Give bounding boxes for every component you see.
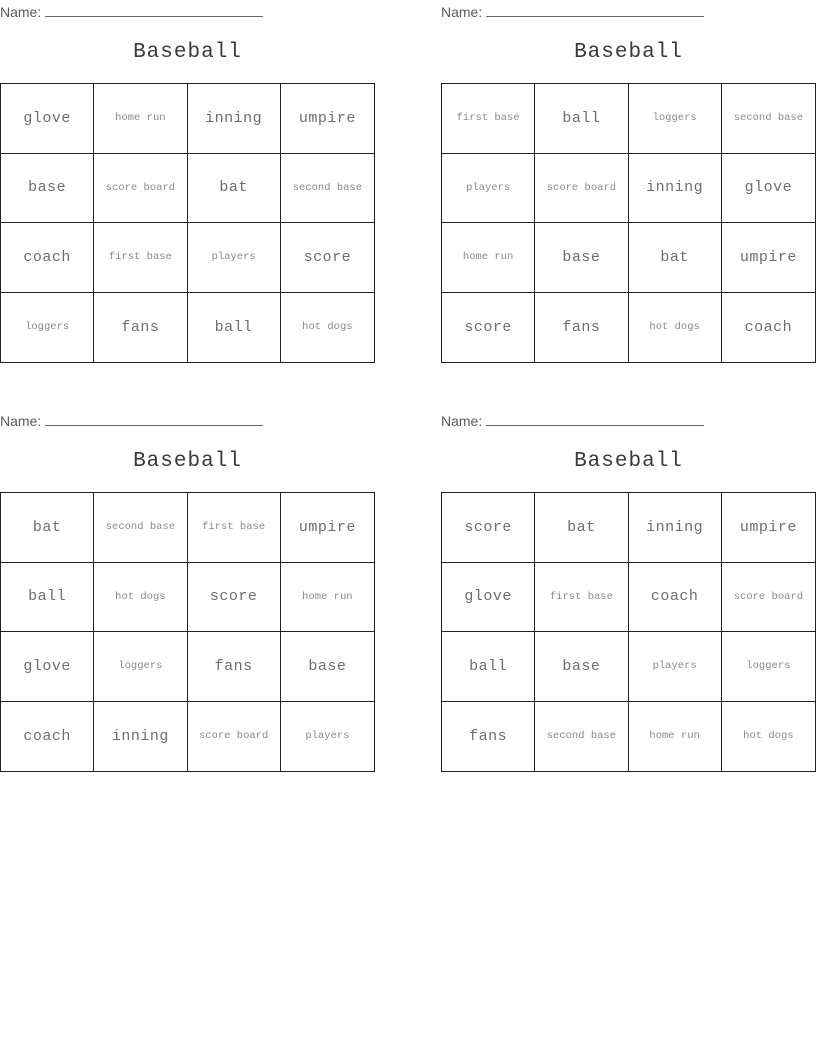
- bingo-cell: home run: [281, 563, 374, 633]
- card-title: Baseball: [133, 450, 242, 473]
- bingo-cell: inning: [629, 154, 722, 224]
- bingo-cell: home run: [94, 84, 187, 154]
- bingo-cell: inning: [629, 493, 722, 563]
- bingo-cell: coach: [629, 563, 722, 633]
- bingo-cell: hot dogs: [302, 321, 353, 334]
- bingo-cell: coach: [744, 318, 793, 336]
- bingo-cell: first base: [188, 493, 281, 563]
- bingo-cell: ball: [442, 632, 535, 702]
- bingo-cell: umpire: [722, 223, 815, 293]
- bingo-cell: ball: [535, 84, 628, 154]
- bingo-cell: fans: [94, 293, 187, 363]
- bingo-grid: [441, 492, 816, 772]
- bingo-cell: players: [629, 632, 722, 702]
- name-blank-line[interactable]: [45, 3, 263, 17]
- bingo-cell: base: [1, 154, 94, 224]
- bingo-grid: [0, 83, 375, 363]
- bingo-cell: fans: [535, 293, 628, 363]
- bingo-cell: score board: [535, 154, 628, 224]
- bingo-cell: second base: [94, 493, 187, 563]
- bingo-cell: first base: [442, 84, 535, 154]
- bingo-cell: umpire: [281, 493, 374, 563]
- bingo-cell: loggers: [94, 632, 187, 702]
- bingo-cell: home run: [629, 702, 722, 772]
- name-blank-line[interactable]: [45, 412, 263, 426]
- bingo-cell: hot dogs: [629, 293, 722, 363]
- card-title: Baseball: [574, 41, 683, 64]
- bingo-grid: [0, 492, 375, 772]
- bingo-cell: score: [442, 493, 535, 563]
- bingo-cell: second base: [722, 84, 815, 154]
- bingo-cell: players: [442, 154, 535, 224]
- bingo-cell: loggers: [629, 84, 722, 154]
- bingo-cell: first base: [535, 563, 628, 633]
- bingo-cell: hot dogs: [743, 730, 794, 743]
- bingo-cell: players: [188, 223, 281, 293]
- bingo-cell: inning: [188, 84, 281, 154]
- bingo-cell: loggers: [722, 632, 815, 702]
- name-label: Name:: [0, 4, 42, 20]
- bingo-cell: score: [281, 223, 374, 293]
- bingo-cell: bat: [1, 493, 94, 563]
- name-label: Name:: [441, 4, 483, 20]
- bingo-card: [0, 409, 375, 784]
- bingo-cell: bat: [188, 154, 281, 224]
- name-label: Name:: [0, 413, 42, 429]
- bingo-cell: score: [188, 563, 281, 633]
- bingo-cell: glove: [1, 632, 94, 702]
- bingo-cell: glove: [722, 154, 815, 224]
- bingo-cell: glove: [442, 563, 535, 633]
- bingo-cell: bat: [629, 223, 722, 293]
- bingo-cell: base: [535, 632, 628, 702]
- card-title: Baseball: [574, 450, 683, 473]
- bingo-cell: score board: [188, 702, 281, 772]
- bingo-cell: second base: [535, 702, 628, 772]
- bingo-cell: ball: [188, 293, 281, 363]
- bingo-cell: coach: [1, 223, 94, 293]
- bingo-cell: score board: [94, 154, 187, 224]
- bingo-card: [441, 409, 816, 784]
- name-blank-line[interactable]: [486, 3, 704, 17]
- name-field[interactable]: [441, 3, 704, 19]
- bingo-cell: umpire: [281, 84, 374, 154]
- name-label: Name:: [441, 413, 483, 429]
- bingo-cell: second base: [281, 154, 374, 224]
- bingo-cell: bat: [535, 493, 628, 563]
- bingo-card: [0, 0, 375, 375]
- bingo-cell: fans: [188, 632, 281, 702]
- bingo-cell: inning: [94, 702, 187, 772]
- name-blank-line[interactable]: [486, 412, 704, 426]
- bingo-cell: glove: [1, 84, 94, 154]
- bingo-cell: coach: [1, 702, 94, 772]
- bingo-cell: base: [535, 223, 628, 293]
- bingo-grid: [441, 83, 816, 363]
- bingo-cell: first base: [94, 223, 187, 293]
- bingo-cell: umpire: [722, 493, 815, 563]
- name-field[interactable]: [441, 412, 704, 428]
- card-title: Baseball: [133, 41, 242, 64]
- bingo-cell: score: [442, 293, 535, 363]
- bingo-cell: fans: [442, 702, 535, 772]
- bingo-cell: base: [281, 632, 374, 702]
- name-field[interactable]: [0, 3, 263, 19]
- bingo-cell: score board: [722, 563, 815, 633]
- bingo-card: [441, 0, 816, 375]
- bingo-cell: players: [305, 730, 350, 743]
- bingo-cell: ball: [1, 563, 94, 633]
- bingo-cell: home run: [442, 223, 535, 293]
- bingo-cell: loggers: [1, 293, 94, 363]
- name-field[interactable]: [0, 412, 263, 428]
- bingo-cell: hot dogs: [94, 563, 187, 633]
